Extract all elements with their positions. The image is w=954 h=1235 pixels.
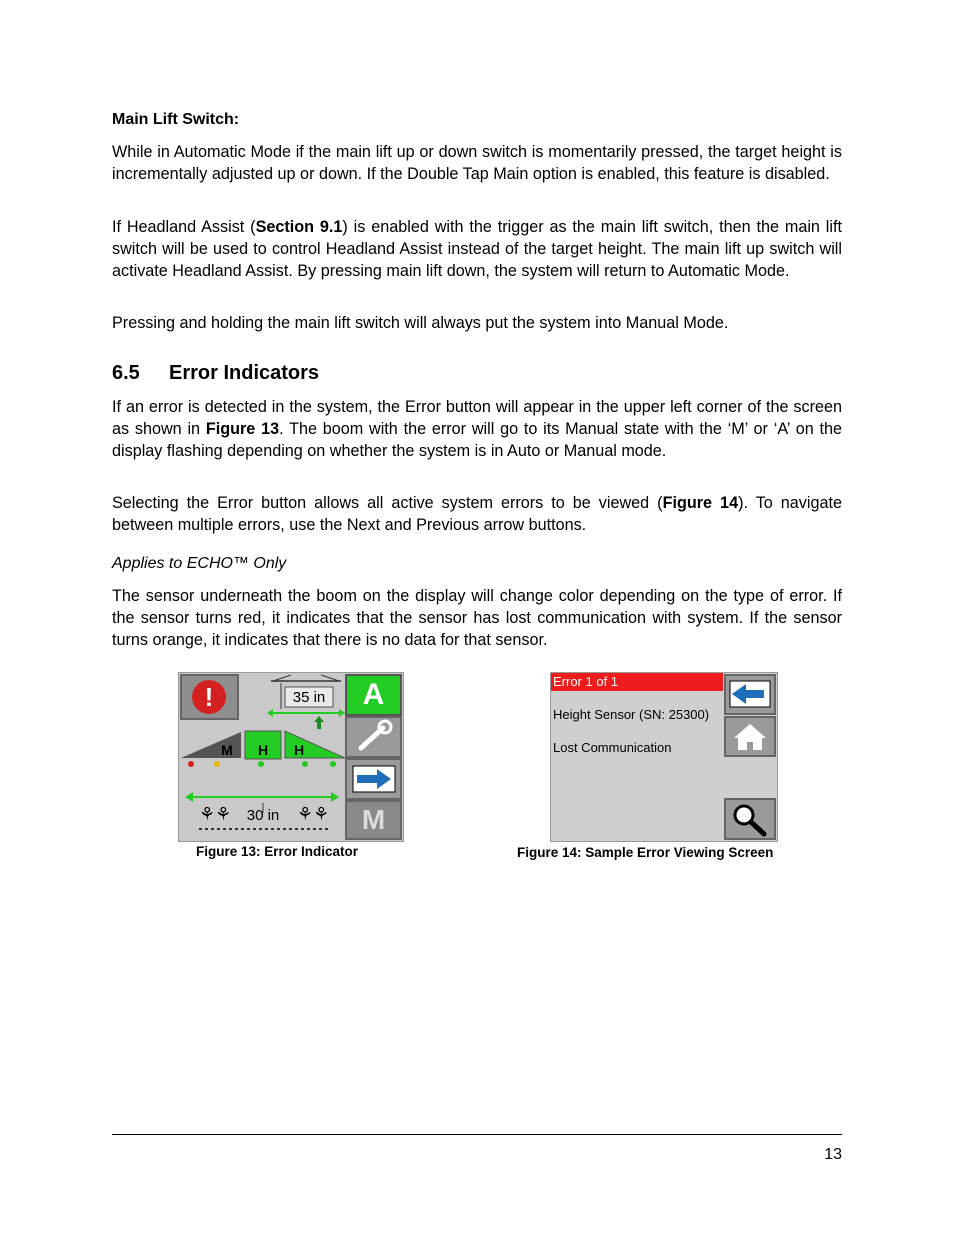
figure13-reference[interactable]: Figure 13 — [205, 420, 280, 438]
paragraph-auto-mode: While in Automatic Mode if the main lift up or down switch is momentarily pressed, the target height is incrementally adjusted up or down. If the Double Tap Main option is enabled, this feature is disabled. — [112, 143, 842, 183]
error-title-bar: Error 1 of 1 — [551, 673, 723, 691]
home-icon — [726, 718, 774, 755]
sensor-green — [330, 761, 336, 767]
error-button[interactable] — [180, 674, 239, 720]
figure14-caption: Figure 14: Sample Error Viewing Screen — [517, 845, 774, 860]
section-number: 6.5 — [112, 362, 140, 384]
svg-text:!: ! — [204, 682, 214, 712]
svg-text:H: H — [293, 742, 305, 758]
applies-note: Applies to ECHO™ Only — [112, 555, 287, 572]
wrench-icon — [347, 718, 400, 756]
figure14-reference[interactable]: Figure 14 — [662, 494, 739, 512]
home-button[interactable] — [724, 716, 776, 757]
svg-text:⚘⚘: ⚘⚘ — [297, 804, 330, 825]
error-icon — [182, 676, 237, 718]
svg-text:⚘⚘: ⚘⚘ — [199, 804, 232, 825]
page-number: 13 — [824, 1146, 842, 1163]
magnifier-icon — [726, 800, 774, 838]
target-height-display — [241, 673, 347, 719]
settings-button[interactable] — [345, 716, 402, 758]
paragraph-error-detected: If an error is detected in the system, the Error button will appear in the upper left corner of the screen as shown in Figure 13. The boom with the error will go to its Manual state with the ‘M’ or ‘A’ on the display flashing depending on whether the system is in Auto or Manual mode. — [112, 398, 842, 460]
sensor-green — [302, 761, 308, 767]
search-button[interactable] — [724, 798, 776, 840]
figure14-error-viewing-screen — [550, 672, 778, 842]
auto-mode-button[interactable]: A — [345, 674, 402, 716]
next-button[interactable] — [345, 758, 402, 800]
row-spacing-display — [179, 787, 345, 837]
footer-rule — [112, 1134, 842, 1135]
svg-text:M: M — [221, 742, 233, 758]
sensor-red — [188, 761, 194, 767]
paragraph-headland-assist: If Headland Assist (Section 9.1) is enabled with the trigger as the main lift switch, then the main lift switch will be used to control Headland Assist instead of the target height. The main lift up switch will activate Headland Assist. By pressing main lift down, the system will return to Automatic Mode. — [112, 218, 842, 280]
section-title: Error Indicators — [169, 362, 320, 384]
paragraph-error-button: Selecting the Error button allows all active system errors to be viewed (Figure 14). To navigate between multiple errors, use the Next and Previous arrow buttons. — [112, 494, 843, 534]
paragraph-manual-mode: Pressing and holding the main lift switch will always put the system into Manual Mode. — [112, 314, 729, 332]
book-arrow-back-icon — [726, 676, 774, 713]
figure13-error-indicator — [178, 672, 404, 842]
previous-button[interactable] — [724, 674, 776, 715]
error-sensor-line: Height Sensor (SN: 25300) — [553, 707, 710, 722]
figure13-caption: Figure 13: Error Indicator — [196, 844, 359, 859]
svg-text:35 in: 35 in — [292, 689, 326, 706]
sensor-green — [258, 761, 264, 767]
main-lift-heading: Main Lift Switch: — [112, 111, 240, 128]
svg-text:H: H — [257, 742, 269, 758]
section-reference[interactable]: Section 9.1 — [255, 218, 343, 236]
boom-display — [179, 728, 345, 772]
section-heading — [112, 362, 319, 385]
paragraph-sensor-color: The sensor underneath the boom on the display will change color depending on the type of error. If the sensor turns red, it indicates that the sensor has lost communication with system. If the sensor turns orange, it indicates that there is no data for that sensor. — [112, 587, 842, 649]
svg-text:30 in: 30 in — [246, 807, 280, 824]
book-arrow-icon — [347, 760, 400, 798]
error-message-line: Lost Communication — [553, 740, 672, 755]
sensor-orange — [214, 761, 220, 767]
manual-mode-button[interactable]: M — [345, 800, 402, 840]
